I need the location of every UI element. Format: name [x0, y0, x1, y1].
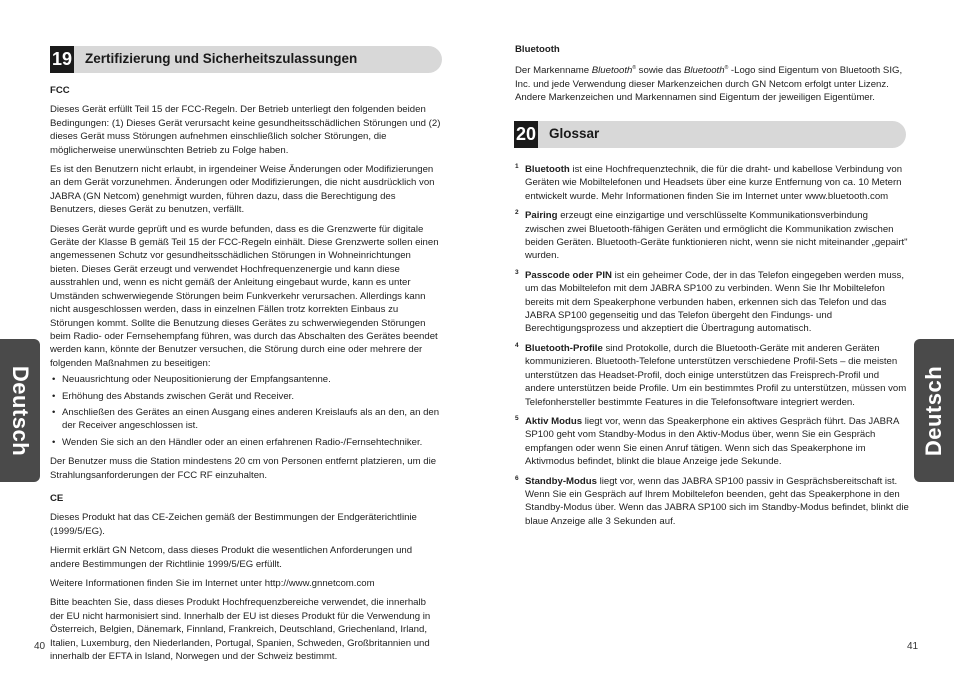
glossary-number: 6	[515, 474, 519, 482]
section-title: Glossar	[549, 126, 600, 141]
glossary-item	[515, 474, 909, 529]
bluetooth-paragraph	[515, 62, 907, 104]
glossary-definition: liegt vor, wenn das JABRA SP100 passiv in Gesprächsbereitschaft ist. Wenn Sie ein Gespräch auf Ihrem Mobiltelefon beenden, geht das Speakerphone in den Standby-Modus über. Wenn das JABRA SP100 sich im Standby-Modus befindet, blinkt die blaue Anzeige alle 3 Sekunden auf.	[525, 475, 909, 527]
list-item: • Erhöhung des Abstands zwischen Gerät und Receiver.	[62, 390, 442, 403]
registered-mark: ®	[724, 65, 729, 72]
glossary-definition: liegt vor, wenn das Speakerphone ein aktives Gespräch führt. Das JABRA SP100 geht vom Standby-Modus in den Aktiv-Modus über, wenn Sie ein Gespräch empfangen oder wenn Sie einen Anruf tätigen. Wenn sich das Speakerphone im Aktivmodus befindet, blinkt die blaue Anzeige jede Sekunde.	[525, 415, 899, 468]
language-tab-label: Deutsch	[8, 365, 33, 456]
glossary-term: Passcode oder PIN	[525, 269, 612, 281]
glossary-item	[515, 209, 909, 263]
fcc-paragraph: Es ist den Benutzern nicht erlaubt, in irgendeiner Weise Änderungen oder Modifizierungen an dem Gerät vorzunehmen. Änderungen oder Modifizierungen, die nicht ausdrücklich von JABRA (GN Netcom) genehmigt wurden, führen dazu, dass die Berechtigung des Benutzers, dieses Gerät zu benutzen, verfällt.	[50, 164, 435, 216]
text-run: Bluetooth	[684, 65, 725, 77]
fcc-heading: FCC	[50, 85, 70, 96]
glossary-list	[515, 163, 909, 534]
glossary-number: 5	[515, 414, 519, 422]
glossary-number: 1	[515, 163, 519, 170]
ce-heading: CE	[50, 492, 64, 504]
page-number: 41	[907, 641, 919, 652]
language-tab-label: Deutsch	[921, 365, 946, 456]
text-run: sowie das	[636, 65, 685, 77]
glossary-definition: sind Protokolle, durch die Bluetooth-Geräte mit anderen Geräten kommunizieren. Bluetooth-Telefone unterstützen verschiedene Profil-Sets – die meisten unterstützen das Headset-Profil, doch einige unterstützen das Freisprech-Profil und andere unterstützen beide Profile. Um ein bestimmtes Profil zu unterstützen, müssen vom Telefonhersteller bestimmte Features in die Telefonsoftware integriert werden.	[525, 342, 907, 408]
glossary-term: Aktiv Modus	[525, 415, 583, 427]
bluetooth-heading: Bluetooth	[515, 44, 560, 55]
glossary-definition: ist ein geheimer Code, der in das Telefon eingegeben werden muss, um das Mobiltelefon mit dem JABRA SP100 zu verbinden. Wenn Sie Ihr Mobiltelefon bereits mit dem Speakerphone verbunden haben, erkennen sich das Telefon und das JABRA SP100 gegenseitig und das Telefon übergeht den Findungs- und Berechtigungsprozess und akzeptiert die Übertragung automatisch.	[525, 269, 905, 335]
list-item: • Wenden Sie sich an den Händler oder an einen erfahrenen Radio-/Fernsehtechniker.	[62, 436, 442, 449]
section-20-header	[514, 121, 906, 148]
text-run: Bluetooth	[591, 65, 633, 77]
glossary-definition: ist eine Hochfrequenztechnik, die für die draht- und kabellose Verbindung von Geräten wie Mobiltelefonen und Headsets über eine kurze Entfernung von ca. 10 Metern entwickelt wurde. Mehr Informationen finden Sie im Internet unter www.bluetooth.com	[525, 164, 903, 202]
fcc-measures-list	[50, 373, 442, 449]
glossary-number: 4	[515, 341, 519, 349]
bluetooth-trademark-note	[515, 43, 907, 111]
glossary-term: Bluetooth-Profile	[525, 342, 603, 354]
section-number: 19	[50, 46, 74, 73]
section-title: Zertifizierung und Sicherheitszulassungen	[85, 51, 358, 66]
ce-paragraph: Bitte beachten Sie, dass dieses Produkt Hochfrequenzbereiche verwendet, die innerhalb der EU nicht harmonisiert sind. Innerhalb der EU ist dieses Produkt für die Verwendung in Österreich, Belgien, Dänemark, Finnland, Frankreich, Deutschland, Griechenland, Irland, Italien, Luxemburg, den Niederlanden, Portugal, Spanien, Schweden, Großbritannien und innerhalb der EFTA in Island, Norwegen und der Schweiz bestimmt.	[50, 597, 431, 663]
ce-paragraph: Weitere Informationen finden Sie im Internet unter http://www.gnnetcom.com	[50, 578, 375, 589]
list-item: • Anschließen des Gerätes an einen Ausgang eines anderen Kreislaufs als an den, an den der Receiver angeschlossen ist.	[62, 406, 442, 433]
text-run: -Logo sind Eigentum von Bluetooth SIG, Inc. und jede Verwendung dieser Markenzeichen durch GN Netcom erfolgt unter Lizenz. Andere Markenzeichen und Markennamen sind Eigentum der jeweiligen Eigentümer.	[515, 65, 903, 104]
page-number: 40	[34, 641, 46, 652]
glossary-item	[515, 341, 909, 409]
section-number: 20	[514, 121, 538, 148]
glossary-term: Pairing	[525, 210, 558, 222]
glossary-item	[515, 414, 909, 469]
glossary-number: 3	[515, 268, 519, 276]
fcc-closing: Der Benutzer muss die Station mindestens 20 cm von Personen entfernt platzieren, um die Strahlungsanforderungen der FCC RF einzuhalten.	[50, 456, 437, 481]
text-run: Der Markenname	[515, 65, 592, 77]
glossary-definition: erzeugt eine einzigartige und verschlüsselte Kommunikationsverbindung zwischen zwei Bluetooth-fähigen Geräten und ermöglicht die Kommunikation zwischen beiden Geräten. Bluetooth-Geräte funktionieren nicht, wenn sie nicht miteinander „gepairt" wurden.	[525, 210, 908, 262]
ce-paragraph: Dieses Produkt hat das CE-Zeichen gemäß der Bestimmungen der Endgeräterichtlinie (1999/5/EG).	[50, 512, 417, 537]
list-item: • Neuausrichtung oder Neupositionierung der Empfangsantenne.	[62, 373, 442, 386]
registered-mark: ®	[632, 65, 637, 72]
fcc-paragraph: Dieses Gerät erfüllt Teil 15 der FCC-Regeln. Der Betrieb unterliegt den folgenden beiden Bedingungen: (1) Dieses Gerät verursacht keine gesundheitsschädlichen Störungen und (2) dieses Gerät muss Störungen aufnehmen einschließlich solcher Störungen, die möglicherweise unerwünschten Betrieb zu Folge haben.	[50, 104, 441, 156]
glossary-number: 2	[515, 209, 519, 217]
ce-paragraph: Hiermit erklärt GN Netcom, dass dieses Produkt die wesentlichen Anforderungen und andere Bestimmungen der Richtlinie 1999/5/EG erfüllt.	[50, 545, 413, 570]
glossary-term: Standby-Modus	[525, 475, 597, 487]
glossary-item	[515, 163, 909, 203]
glossary-term: Bluetooth	[525, 164, 570, 175]
fcc-paragraph: Dieses Gerät wurde geprüft und es wurde befunden, dass es die Grenzwerte für digitale Geräte der Klasse B gemäß Teil 15 der FCC-Regeln einhält. Diese Grenzwerte sollen einen angemessenen Schutz vor gesundheitsschädlichen Störungen in Wohneinrichtungen bieten. Dieses Gerät erzeugt und verwendet Hochfrequenzenergie und kann diese ausstrahlen und, wenn es nicht gemäß der Anleitung eingebaut wurde, kann es unter Umständen schwerwiegende Störungen beim Funkverkehr verursachen. Allerdings kann nicht ausgeschlossen werden, dass in einzelnen Fällen trotz korrekten Einbaus zu Störungen kommt. Sollte die Benutzung dieses Gerätes zu schwerwiegenden Störungen beim Radio- oder Fernsehempfang führen, was durch das Abschalten des Gerätes beendet werden kann, könnte der Benutzer versuchen, die Störung durch eine oder mehrere der folgenden Maßnahmen zu beseitigen:	[50, 223, 439, 369]
left-body	[50, 84, 442, 669]
glossary-item	[515, 268, 909, 336]
section-19-header	[50, 46, 442, 73]
language-tab	[914, 339, 954, 482]
right-page	[477, 0, 954, 687]
language-tab	[0, 339, 40, 482]
